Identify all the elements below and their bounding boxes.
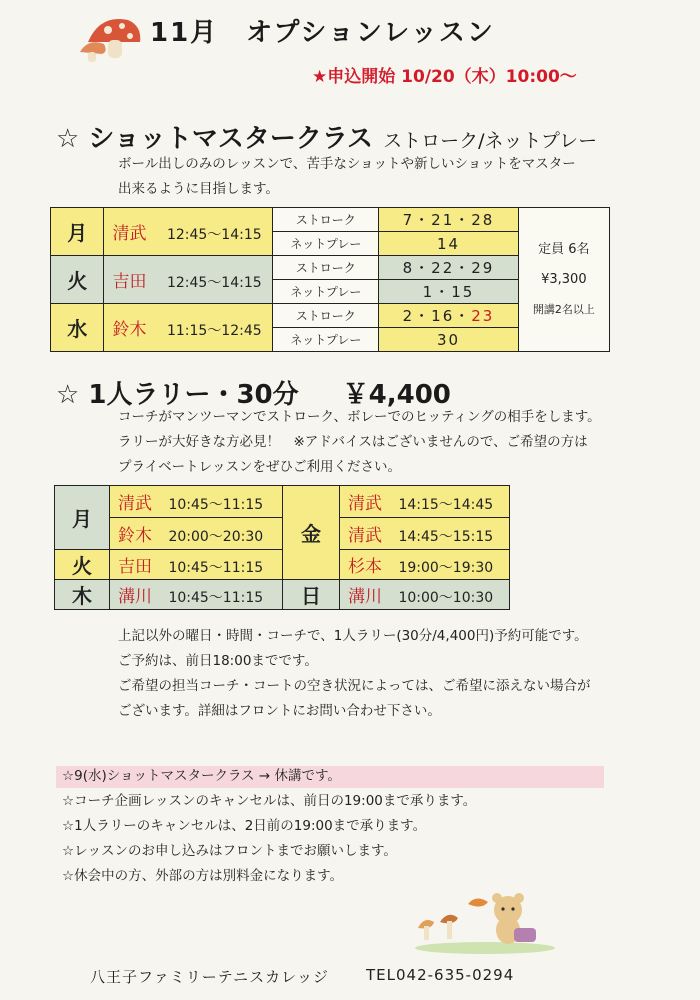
day-cell: 水 (51, 304, 104, 352)
note-item: ☆9(水)ショットマスタークラス → 休講です。 (62, 768, 341, 784)
desc-line: プライベートレッスンをぜひご利用ください。 (118, 459, 401, 475)
info-line: 上記以外の曜日・時間・コーチで、1人ラリー(30分/4,400円)予約可能です。 (118, 628, 588, 644)
slot-time: 10:00～10:30 (398, 590, 494, 606)
coach-time-cell (104, 256, 273, 304)
slot-cell (340, 580, 510, 610)
slot-cell (340, 486, 510, 518)
day-cell: 金 (283, 486, 340, 580)
slot-time: 10:45～11:15 (168, 590, 264, 606)
coach-name: 溝川 (118, 587, 152, 607)
type-cell: ネットプレー (273, 280, 379, 304)
coach-name: 杉本 (348, 557, 382, 577)
day-cell: 月 (55, 486, 110, 550)
note-item: ☆コーチ企画レッスンのキャンセルは、前日の19:00まで承ります。 (62, 793, 477, 809)
dates-part: 2・16・ (402, 307, 472, 325)
dates-cell: 8・22・29 (379, 256, 518, 280)
day-cell: 月 (51, 208, 104, 256)
rally-description (118, 405, 601, 480)
coach-time-cell (104, 304, 273, 352)
slot-time: 10:45～11:15 (168, 560, 264, 576)
slot-cell (340, 550, 510, 580)
shotmaster-description (118, 152, 576, 202)
coach-time-cell (104, 208, 273, 256)
info-line: ご予約は、前日18:00までです。 (118, 653, 318, 669)
capacity: 定員 6名 (538, 241, 590, 257)
bear-illustration (410, 888, 560, 954)
coach-name: 清武 (348, 494, 382, 514)
slot-time: 19:00～19:30 (398, 560, 494, 576)
slot-time: 20:00～20:30 (168, 529, 264, 545)
type-cell: ストローク (273, 256, 379, 280)
coach-name: 吉田 (112, 272, 147, 292)
day-cell: 火 (51, 256, 104, 304)
lesson-time: 12:45～14:15 (166, 275, 262, 291)
day-cell: 日 (283, 580, 340, 610)
dates-cell: 14 (379, 232, 518, 256)
type-cell: ストローク (273, 304, 379, 328)
coach-name: 清武 (112, 224, 147, 244)
slot-time: 14:45～15:15 (398, 529, 494, 545)
type-cell: ネットプレー (273, 232, 379, 256)
desc-line: ラリーが大好きな方必見！ ※アドバイスはございませんので、ご希望の方は (118, 434, 588, 450)
info-line: ご希望の担当コーチ・コートの空き状況によっては、ご希望に添えない場合が (118, 678, 591, 694)
application-start: ★申込開始 10/20（木）10:00～ (312, 67, 577, 87)
dates-highlight: 23 (471, 307, 495, 325)
lesson-time: 12:45～14:15 (166, 227, 262, 243)
minimum: 開講2名以上 (532, 302, 595, 316)
coach-name: 鈴木 (112, 320, 147, 340)
dates-cell: 1・15 (379, 280, 518, 304)
slot-cell (340, 518, 510, 550)
slot-time: 10:45～11:15 (168, 497, 264, 513)
note-item: ☆休会中の方、外部の方は別料金になります。 (62, 868, 344, 884)
slot-cell (110, 518, 283, 550)
info-line: ございます。詳細はフロントにお問い合わせ下さい。 (118, 703, 441, 719)
price-cell (518, 208, 609, 352)
coach-name: 吉田 (118, 557, 152, 577)
shotmaster-title: ☆ ショットマスタークラス (56, 124, 374, 154)
note-item: ☆1人ラリーのキャンセルは、2日前の19:00まで承ります。 (62, 818, 427, 834)
coach-name: 溝川 (348, 587, 382, 607)
notes-list (62, 764, 476, 889)
school-name: 八王子ファミリーテニスカレッジ (90, 968, 329, 986)
slot-cell (110, 580, 283, 610)
slot-cell (110, 550, 283, 580)
day-cell: 木 (55, 580, 110, 610)
shotmaster-subtitle: ストローク/ネットプレー (383, 130, 598, 152)
shotmaster-table (50, 207, 610, 352)
rally-price: ￥4,400 (342, 380, 451, 410)
desc-line: 出来るように目指します。 (118, 181, 279, 197)
day-cell: 火 (55, 550, 110, 580)
slot-time: 14:15～14:45 (398, 497, 494, 513)
type-cell: ネットプレー (273, 328, 379, 352)
dates-cell: 30 (379, 328, 518, 352)
page-title: 11月 オプションレッスン (150, 18, 495, 48)
desc-line: コーチがマンツーマンでストローク、ボレーでのヒッティングの相手をします。 (118, 409, 601, 425)
rally-info (118, 624, 591, 724)
note-item: ☆レッスンのお申し込みはフロントまでお願いします。 (62, 843, 397, 859)
desc-line: ボール出しのみのレッスンで、苦手なショットや新しいショットをマスター (118, 156, 576, 172)
price: ¥3,300 (541, 271, 587, 287)
coach-name: 清武 (118, 494, 152, 514)
dates-cell (379, 304, 518, 328)
lesson-time: 11:15～12:45 (166, 323, 262, 339)
coach-name: 清武 (348, 526, 382, 546)
mushroom-illustration (78, 8, 148, 68)
coach-name: 鈴木 (118, 526, 152, 546)
rally-table (54, 485, 510, 610)
slot-cell (110, 486, 283, 518)
dates-cell: 7・21・28 (379, 208, 518, 232)
telephone: TEL042-635-0294 (366, 966, 515, 984)
type-cell: ストローク (273, 208, 379, 232)
rally-title: ☆ 1人ラリー・30分 (56, 380, 299, 410)
shotmaster-heading (56, 118, 597, 155)
